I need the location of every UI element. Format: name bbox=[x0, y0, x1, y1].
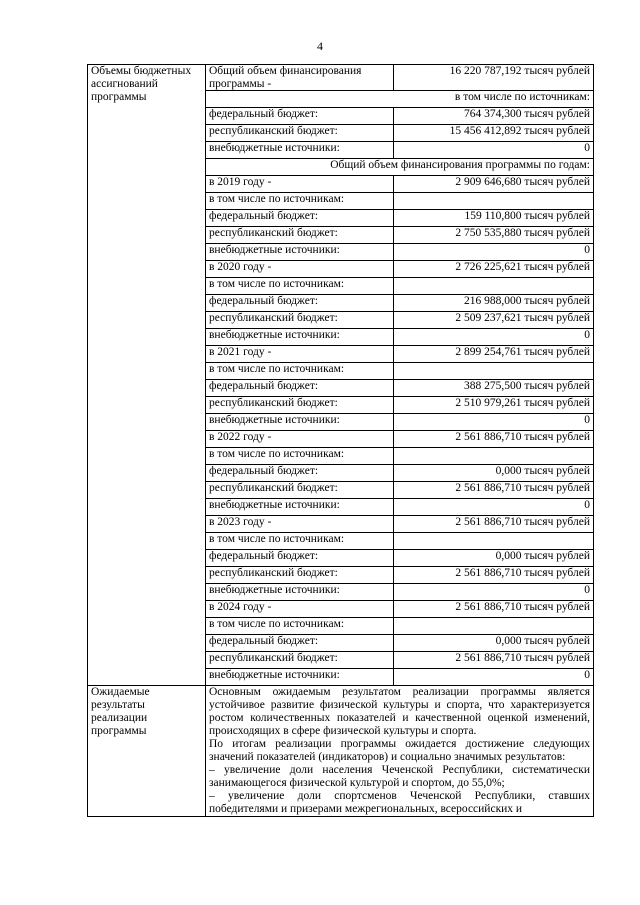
year-sources-label: в том числе по источникам: bbox=[206, 533, 394, 550]
year-sources-label: в том числе по источникам: bbox=[206, 618, 394, 635]
year-total-label: в 2024 году - bbox=[206, 601, 394, 618]
year-extra-label: внебюджетные источники: bbox=[206, 499, 394, 516]
year-federal-label: федеральный бюджет: bbox=[206, 635, 394, 652]
year-republic-label: республиканский бюджет: bbox=[206, 312, 394, 329]
total-funding-label: Общий объем финансирования программы - bbox=[206, 65, 394, 91]
year-federal-label: федеральный бюджет: bbox=[206, 550, 394, 567]
year-extra-label: внебюджетные источники: bbox=[206, 669, 394, 686]
year-extra-value: 0 bbox=[394, 244, 594, 261]
year-republic-label: республиканский бюджет: bbox=[206, 652, 394, 669]
year-extra-label: внебюджетные источники: bbox=[206, 329, 394, 346]
extra-budget-label: внебюджетные источники: bbox=[206, 142, 394, 159]
results-paragraph: По итогам реализации программы ожидается достижение следующих значений показателей (индикаторов) и социально значимых результатов: bbox=[209, 738, 590, 763]
year-total-value: 2 561 886,710 тысяч рублей bbox=[394, 516, 594, 533]
year-extra-value: 0 bbox=[394, 499, 594, 516]
year-total-label: в 2023 году - bbox=[206, 516, 394, 533]
year-sources-label: в том числе по источникам: bbox=[206, 448, 394, 465]
year-sources-value bbox=[394, 278, 594, 295]
year-sources-value bbox=[394, 618, 594, 635]
extra-budget-value: 0 bbox=[394, 142, 594, 159]
year-sources-label: в том числе по источникам: bbox=[206, 363, 394, 380]
year-total-value: 2 909 646,680 тысяч рублей bbox=[394, 176, 594, 193]
year-republic-label: республиканский бюджет: bbox=[206, 227, 394, 244]
year-total-value: 2 726 225,621 тысяч рублей bbox=[394, 261, 594, 278]
year-federal-label: федеральный бюджет: bbox=[206, 210, 394, 227]
year-republic-value: 2 509 237,621 тысяч рублей bbox=[394, 312, 594, 329]
year-republic-label: республиканский бюджет: bbox=[206, 482, 394, 499]
year-extra-label: внебюджетные источники: bbox=[206, 414, 394, 431]
page-number: 4 bbox=[317, 39, 323, 53]
year-extra-value: 0 bbox=[394, 329, 594, 346]
total-funding-value: 16 220 787,192 тысяч рублей bbox=[394, 65, 594, 91]
year-federal-value: 0,000 тысяч рублей bbox=[394, 465, 594, 482]
year-federal-value: 159 110,800 тысяч рублей bbox=[394, 210, 594, 227]
results-paragraph: Основным ожидаемым результатом реализации программы является устойчивое развитие физической культуры и спорта, что характеризуется ростом количественных показателей и качественной оценкой изменений, происходящих в сфере физической культуры и спорта. bbox=[209, 686, 590, 737]
year-extra-value: 0 bbox=[394, 414, 594, 431]
year-federal-label: федеральный бюджет: bbox=[206, 295, 394, 312]
year-sources-label: в том числе по источникам: bbox=[206, 278, 394, 295]
funding-by-years-label: Общий объем финансирования программы по годам: bbox=[206, 159, 594, 176]
year-republic-value: 2 561 886,710 тысяч рублей bbox=[394, 652, 594, 669]
year-sources-value bbox=[394, 363, 594, 380]
year-sources-value bbox=[394, 533, 594, 550]
results-paragraph: – увеличение доли населения Чеченской Республики, систематически занимающегося физической культурой и спортом, до 55,0%; bbox=[209, 764, 590, 789]
year-republic-label: республиканский бюджет: bbox=[206, 397, 394, 414]
year-sources-label: в том числе по источникам: bbox=[206, 193, 394, 210]
year-republic-label: республиканский бюджет: bbox=[206, 567, 394, 584]
year-total-value: 2 899 254,761 тысяч рублей bbox=[394, 346, 594, 363]
year-total-label: в 2020 году - bbox=[206, 261, 394, 278]
year-federal-value: 0,000 тысяч рублей bbox=[394, 550, 594, 567]
year-total-value: 2 561 886,710 тысяч рублей bbox=[394, 431, 594, 448]
year-total-label: в 2019 году - bbox=[206, 176, 394, 193]
results-paragraph: – увеличение доли спортсменов Чеченской Республики, ставших победителями и призерами межрегиональных, всероссийских и bbox=[209, 790, 590, 815]
year-federal-value: 0,000 тысяч рублей bbox=[394, 635, 594, 652]
year-federal-value: 388 275,500 тысяч рублей bbox=[394, 380, 594, 397]
year-extra-value: 0 bbox=[394, 584, 594, 601]
year-extra-label: внебюджетные источники: bbox=[206, 584, 394, 601]
year-republic-value: 2 510 979,261 тысяч рублей bbox=[394, 397, 594, 414]
year-total-label: в 2022 году - bbox=[206, 431, 394, 448]
year-republic-value: 2 750 535,880 тысяч рублей bbox=[394, 227, 594, 244]
year-federal-label: федеральный бюджет: bbox=[206, 465, 394, 482]
federal-budget-value: 764 374,300 тысяч рублей bbox=[394, 108, 594, 125]
funding-section-label: Объемы бюджетных ассигнований программы bbox=[88, 65, 206, 686]
year-republic-value: 2 561 886,710 тысяч рублей bbox=[394, 482, 594, 499]
results-section-label: Ожидаемые результаты реализации программы bbox=[88, 686, 206, 817]
expected-results-text bbox=[206, 686, 594, 817]
year-republic-value: 2 561 886,710 тысяч рублей bbox=[394, 567, 594, 584]
federal-budget-label: федеральный бюджет: bbox=[206, 108, 394, 125]
program-passport-table bbox=[87, 64, 594, 817]
year-sources-value bbox=[394, 193, 594, 210]
year-total-value: 2 561 886,710 тысяч рублей bbox=[394, 601, 594, 618]
year-federal-label: федеральный бюджет: bbox=[206, 380, 394, 397]
year-extra-label: внебюджетные источники: bbox=[206, 244, 394, 261]
year-federal-value: 216 988,000 тысяч рублей bbox=[394, 295, 594, 312]
year-sources-value bbox=[394, 448, 594, 465]
year-extra-value: 0 bbox=[394, 669, 594, 686]
year-total-label: в 2021 году - bbox=[206, 346, 394, 363]
including-sources-label: в том числе по источникам: bbox=[206, 91, 594, 108]
republic-budget-value: 15 456 412,892 тысяч рублей bbox=[394, 125, 594, 142]
republic-budget-label: республиканский бюджет: bbox=[206, 125, 394, 142]
